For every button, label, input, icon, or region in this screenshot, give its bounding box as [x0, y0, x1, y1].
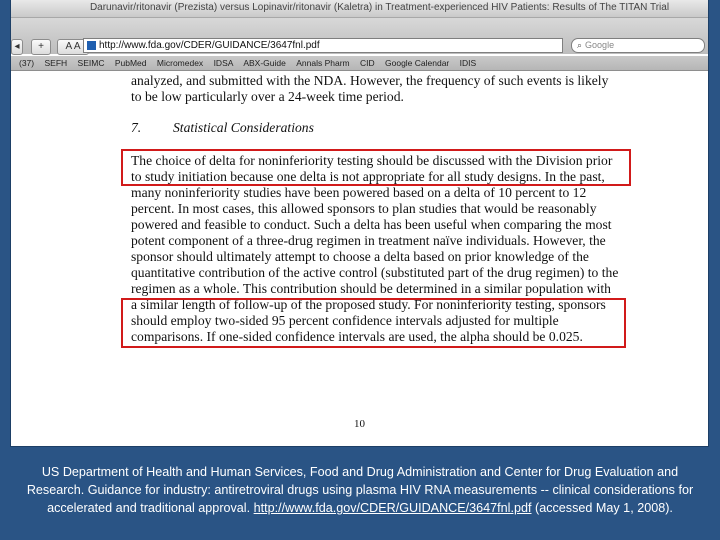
- bookmark-item[interactable]: (37): [19, 58, 35, 68]
- document-line: should employ two-sided 95 percent confidence intervals adjusted for multiple: [131, 313, 559, 328]
- document-line: analyzed, and submitted with the NDA. However, the frequency of such events is likely: [131, 73, 609, 88]
- citation-text: US Department of Health and Human Services, Food and Drug Administration and Center for Drug Evaluation and Research. Guidance for industry: antiretroviral drugs using plasma HIV RNA measurements -- clinical considerations for accelerated and traditional approval.: [26, 465, 694, 515]
- bookmark-item[interactable]: PubMed: [114, 58, 147, 68]
- section-number: 7.: [131, 120, 142, 135]
- bookmark-item[interactable]: SEIMC: [77, 58, 105, 68]
- bookmark-item[interactable]: Micromedex: [156, 58, 204, 68]
- document-line: regimen as a whole. This contribution should be determined in a similar population with: [131, 281, 611, 296]
- document-line: sponsor should ultimately attempt to choose a delta based on prior knowledge of the: [131, 249, 589, 264]
- bookmark-item[interactable]: IDSA: [213, 58, 233, 68]
- document-line: to be low particularly over a 24-week time period.: [131, 89, 404, 104]
- bookmarks-bar: [11, 56, 708, 71]
- window-title: Darunavir/ritonavir (Prezista) versus Lopinavir/ritonavir (Kaletra) in Treatment-experienced HIV Patients: Results of The TITAN Trial: [89, 2, 670, 13]
- text-size-button[interactable]: A A: [57, 39, 89, 55]
- document-line: The choice of delta for noninferiority testing should be discussed with the Division prior: [131, 153, 613, 168]
- bookmark-item[interactable]: Annals Pharm: [296, 58, 350, 68]
- document-line: potent component of a three-drug regimen in treatment naïve individuals. However, the: [131, 233, 606, 248]
- page-number: 10: [354, 418, 365, 430]
- document-line: many noninferiority studies have been powered based on a delta of 10 percent to 12: [131, 185, 587, 200]
- site-favicon-icon: [87, 41, 96, 50]
- document-line: to study initiation because one delta is not appropriate for all study designs. In the past,: [131, 169, 605, 184]
- citation: [20, 463, 700, 517]
- search-icon: ⌕: [577, 40, 583, 50]
- address-bar-url: http://www.fda.gov/CDER/GUIDANCE/3647fnl.pdf: [99, 40, 320, 51]
- bookmark-item[interactable]: ABX-Guide: [243, 58, 286, 68]
- bookmark-item[interactable]: IDIS: [459, 58, 477, 68]
- bookmark-item[interactable]: SEFH: [44, 58, 68, 68]
- pdf-document: [11, 71, 708, 446]
- citation-accessed: (accessed May 1, 2008).: [535, 501, 673, 515]
- document-line: percent. In most cases, this allowed sponsors to plan studies that would be reasonably: [131, 201, 597, 216]
- bookmark-item[interactable]: Google Calendar: [385, 58, 450, 68]
- document-line: powered and feasible to conduct. Such a delta has been useful when comparing the most: [131, 217, 612, 232]
- back-button[interactable]: ◂: [11, 39, 23, 55]
- document-line: quantitative contribution of the active control (substituted part of the drug regimen) to the: [131, 265, 619, 280]
- highlight-box-bottom: [121, 298, 626, 348]
- bookmark-item[interactable]: CID: [359, 58, 375, 68]
- document-line: a similar length of follow-up of the proposed study. For noninferiority testing, sponsors: [131, 297, 606, 312]
- browser-screenshot: [11, 0, 708, 446]
- document-line: comparisons. If one-sided confidence intervals are used, the alpha should be 0.025.: [131, 329, 583, 344]
- add-bookmark-button[interactable]: +: [31, 39, 51, 55]
- citation-link[interactable]: http://www.fda.gov/CDER/GUIDANCE/3647fnl.pdf: [253, 501, 532, 515]
- window-titlebar: [11, 0, 708, 18]
- section-heading: [131, 120, 314, 136]
- search-placeholder: Google: [585, 40, 615, 50]
- section-title: Statistical Considerations: [173, 120, 314, 135]
- address-bar[interactable]: [83, 38, 563, 53]
- highlight-box-top: [121, 149, 631, 186]
- search-input[interactable]: [571, 38, 705, 53]
